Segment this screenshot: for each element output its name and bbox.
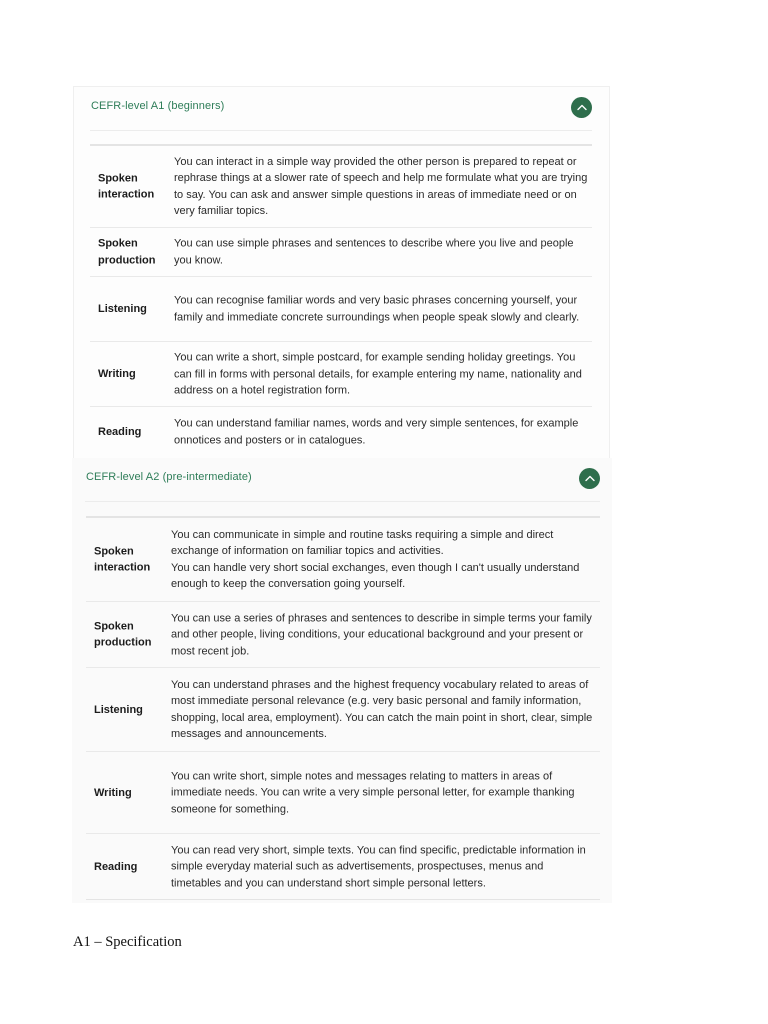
cefr-a2-header[interactable]	[85, 458, 600, 502]
row-label: Listening	[94, 703, 143, 716]
cefr-a2-title: CEFR-level A2 (pre-intermediate)	[86, 471, 252, 483]
cefr-a1-panel	[73, 86, 610, 458]
row-text: You can communicate in simple and routine tasks requiring a simple and direct exchange of information on familiar topics and activities. You can handle very short social exchanges, even though I can't usually understand enough to keep the conversation going yourself.	[171, 528, 580, 590]
table-row	[86, 668, 600, 752]
table-row	[86, 518, 600, 602]
row-text: You can understand familiar names, words and very simple sentences, for example onnotices and posters or in catalogues.	[174, 417, 579, 446]
row-text: You can understand phrases and the highest frequency vocabulary related to areas of most immediate personal relevance (e.g. very basic personal and family information, shopping, local area, employment). You can catch the main point in short, clear, simple messages and announcements.	[171, 678, 593, 740]
row-label: Reading	[94, 860, 138, 873]
row-text: You can read very short, simple texts. You can find specific, predictable information in simple everyday material such as advertisements, prospectuses, menus and timetables and you can understand short simple personal letters.	[171, 843, 586, 889]
table-row	[90, 277, 592, 342]
row-label: Listening	[98, 302, 147, 315]
row-label: Spoken interaction	[94, 545, 151, 574]
table-row	[90, 342, 592, 407]
table-row	[90, 146, 592, 228]
row-label: Writing	[94, 786, 132, 799]
cefr-a1-collapse-button[interactable]	[571, 97, 592, 118]
table-row	[86, 752, 600, 834]
cefr-a1-table	[90, 144, 592, 457]
table-row	[86, 834, 600, 900]
row-label: Spoken interaction	[98, 172, 155, 201]
row-text: You can interact in a simple way provided the other person is prepared to repeat or rephrase things at a slower rate of speech and help me formulate what you are trying to say. You can ask and answer simple questions in areas of immediate need or on very familiar topics.	[174, 155, 588, 217]
document-caption: A1 – Specification	[73, 934, 182, 950]
cefr-a2-collapse-button[interactable]	[579, 468, 600, 489]
cefr-a1-header[interactable]	[90, 87, 592, 131]
row-text: You can write short, simple notes and messages relating to matters in areas of immediate needs. You can write a very simple personal letter, for example thanking someone for something.	[171, 769, 575, 815]
row-text: You can recognise familiar words and very basic phrases concerning yourself, your family and immediate concrete surroundings when people speak slowly and clearly.	[174, 294, 580, 323]
row-label: Spoken production	[94, 620, 152, 649]
table-row	[90, 407, 592, 457]
cefr-a2-panel	[72, 458, 612, 903]
chevron-up-icon	[577, 104, 587, 111]
table-row	[86, 602, 600, 668]
row-text: You can use simple phrases and sentences to describe where you live and people you know.	[174, 237, 574, 266]
row-label: Writing	[98, 367, 136, 380]
row-text: You can use a series of phrases and sentences to describe in simple terms your family and other people, living conditions, your educational background and your present or most recent job.	[171, 611, 592, 657]
cefr-a1-title: CEFR-level A1 (beginners)	[91, 100, 225, 112]
table-row	[90, 228, 592, 277]
row-label: Spoken production	[98, 237, 156, 266]
row-label: Reading	[98, 425, 142, 438]
row-text: You can write a short, simple postcard, for example sending holiday greetings. You can fill in forms with personal details, for example entering my name, nationality and address on a hotel registration form.	[174, 351, 582, 397]
cefr-a2-table	[86, 516, 600, 900]
chevron-up-icon	[585, 475, 595, 482]
